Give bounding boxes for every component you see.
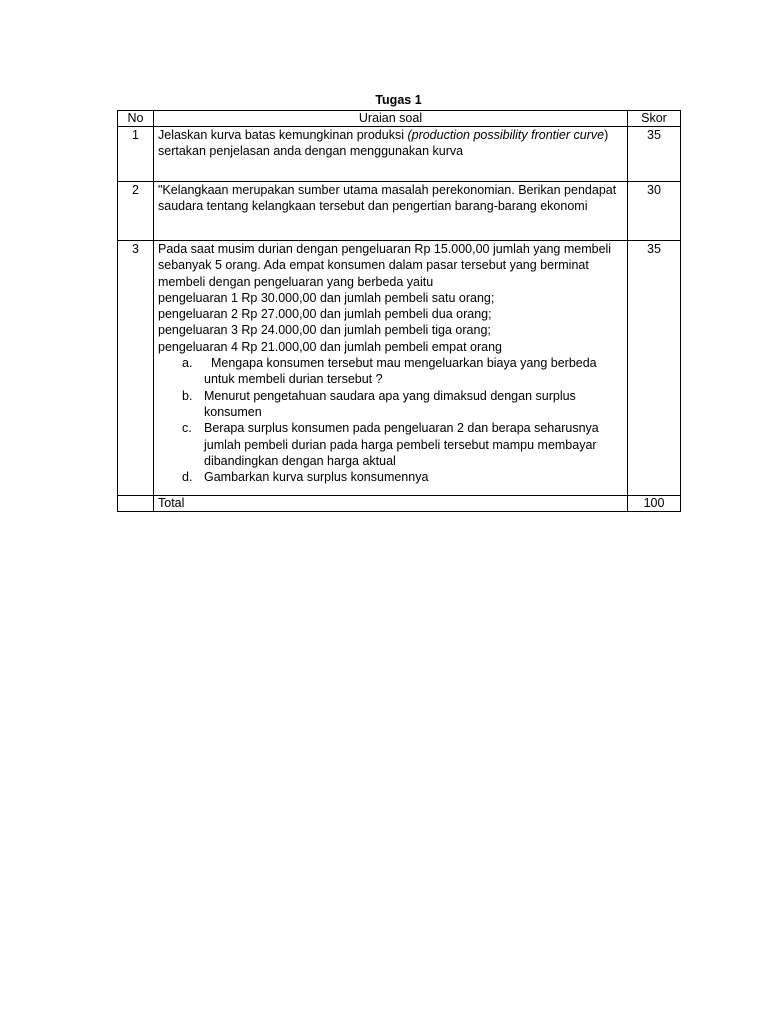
- subquestion-list: [158, 355, 623, 485]
- row-number: 1: [118, 127, 154, 182]
- subquestion-text: Menurut pengetahuan saudara apa yang dimaksud dengan surplus konsumen: [204, 388, 576, 419]
- list-item: [182, 420, 623, 469]
- question-3-intro: Pada saat musim durian dengan pengeluaran Rp 15.000,00 jumlah yang membeli sebanyak 5 orang. Ada empat konsumen dalam pasar tersebut yang berminat membeli dengan pengeluaran yang berbeda yaitu: [158, 242, 612, 289]
- question-3-line: pengeluaran 4 Rp 21.000,00 dan jumlah pembeli empat orang: [158, 339, 502, 354]
- total-number-cell: [118, 496, 154, 512]
- question-1-text: [158, 127, 623, 160]
- header-description: Uraian soal: [154, 111, 628, 127]
- question-1-italic-term: (production possibility frontier curve: [407, 128, 605, 142]
- row-number: 2: [118, 182, 154, 241]
- question-3-line: pengeluaran 2 Rp 27.000,00 dan jumlah pembeli dua orang;: [158, 307, 492, 322]
- row-score: 35: [628, 241, 681, 496]
- total-row: [118, 496, 681, 512]
- question-2-text: "Kelangkaan merupakan sumber utama masalah perekonomian. Berikan pendapat saudara tentang kelangkaan tersebut dan pengertian barang-barang ekonomi: [158, 183, 617, 214]
- document-title: Tugas 1: [375, 93, 422, 107]
- list-item: [182, 355, 623, 388]
- row-score: 30: [628, 182, 681, 241]
- list-marker: b.: [182, 388, 193, 403]
- subquestion-text: Mengapa konsumen tersebut mau mengeluarkan biaya yang berbeda untuk membeli durian tersebut ?: [204, 356, 601, 387]
- table-row: [118, 241, 681, 496]
- question-text: [154, 241, 628, 496]
- subquestion-text: Berapa surplus konsumen pada pengeluaran 2 dan berapa seharusnya jumlah pembeli durian pada harga pembeli tersebut mampu membayar dibandingkan dengan harga aktual: [204, 421, 599, 468]
- table-row: [118, 182, 681, 241]
- subquestion-text: Gambarkan kurva surplus konsumennya: [204, 470, 429, 485]
- question-3-line: pengeluaran 3 Rp 24.000,00 dan jumlah pembeli tiga orang;: [158, 323, 491, 338]
- row-score: 35: [628, 127, 681, 182]
- list-marker: d.: [182, 470, 193, 485]
- header-score: Skor: [628, 111, 681, 127]
- list-marker: c.: [182, 421, 192, 436]
- list-item: [182, 469, 623, 485]
- question-text: [154, 127, 628, 182]
- list-marker: a.: [182, 356, 193, 371]
- row-number: 3: [118, 241, 154, 496]
- question-text: [154, 182, 628, 241]
- total-score: 100: [628, 496, 681, 512]
- total-label: Total: [154, 496, 628, 512]
- question-3-line: pengeluaran 1 Rp 30.000,00 dan jumlah pembeli satu orang;: [158, 290, 495, 305]
- table-row: [118, 127, 681, 182]
- table-header-row: [118, 111, 681, 127]
- list-item: [182, 388, 623, 421]
- question-1-text-end: ) sertakan penjelasan anda dengan menggunakan kurva: [158, 128, 609, 159]
- header-no: No: [118, 111, 154, 127]
- task-table: [117, 110, 681, 512]
- question-1-text-start: Jelaskan kurva batas kemungkinan produksi: [158, 128, 408, 142]
